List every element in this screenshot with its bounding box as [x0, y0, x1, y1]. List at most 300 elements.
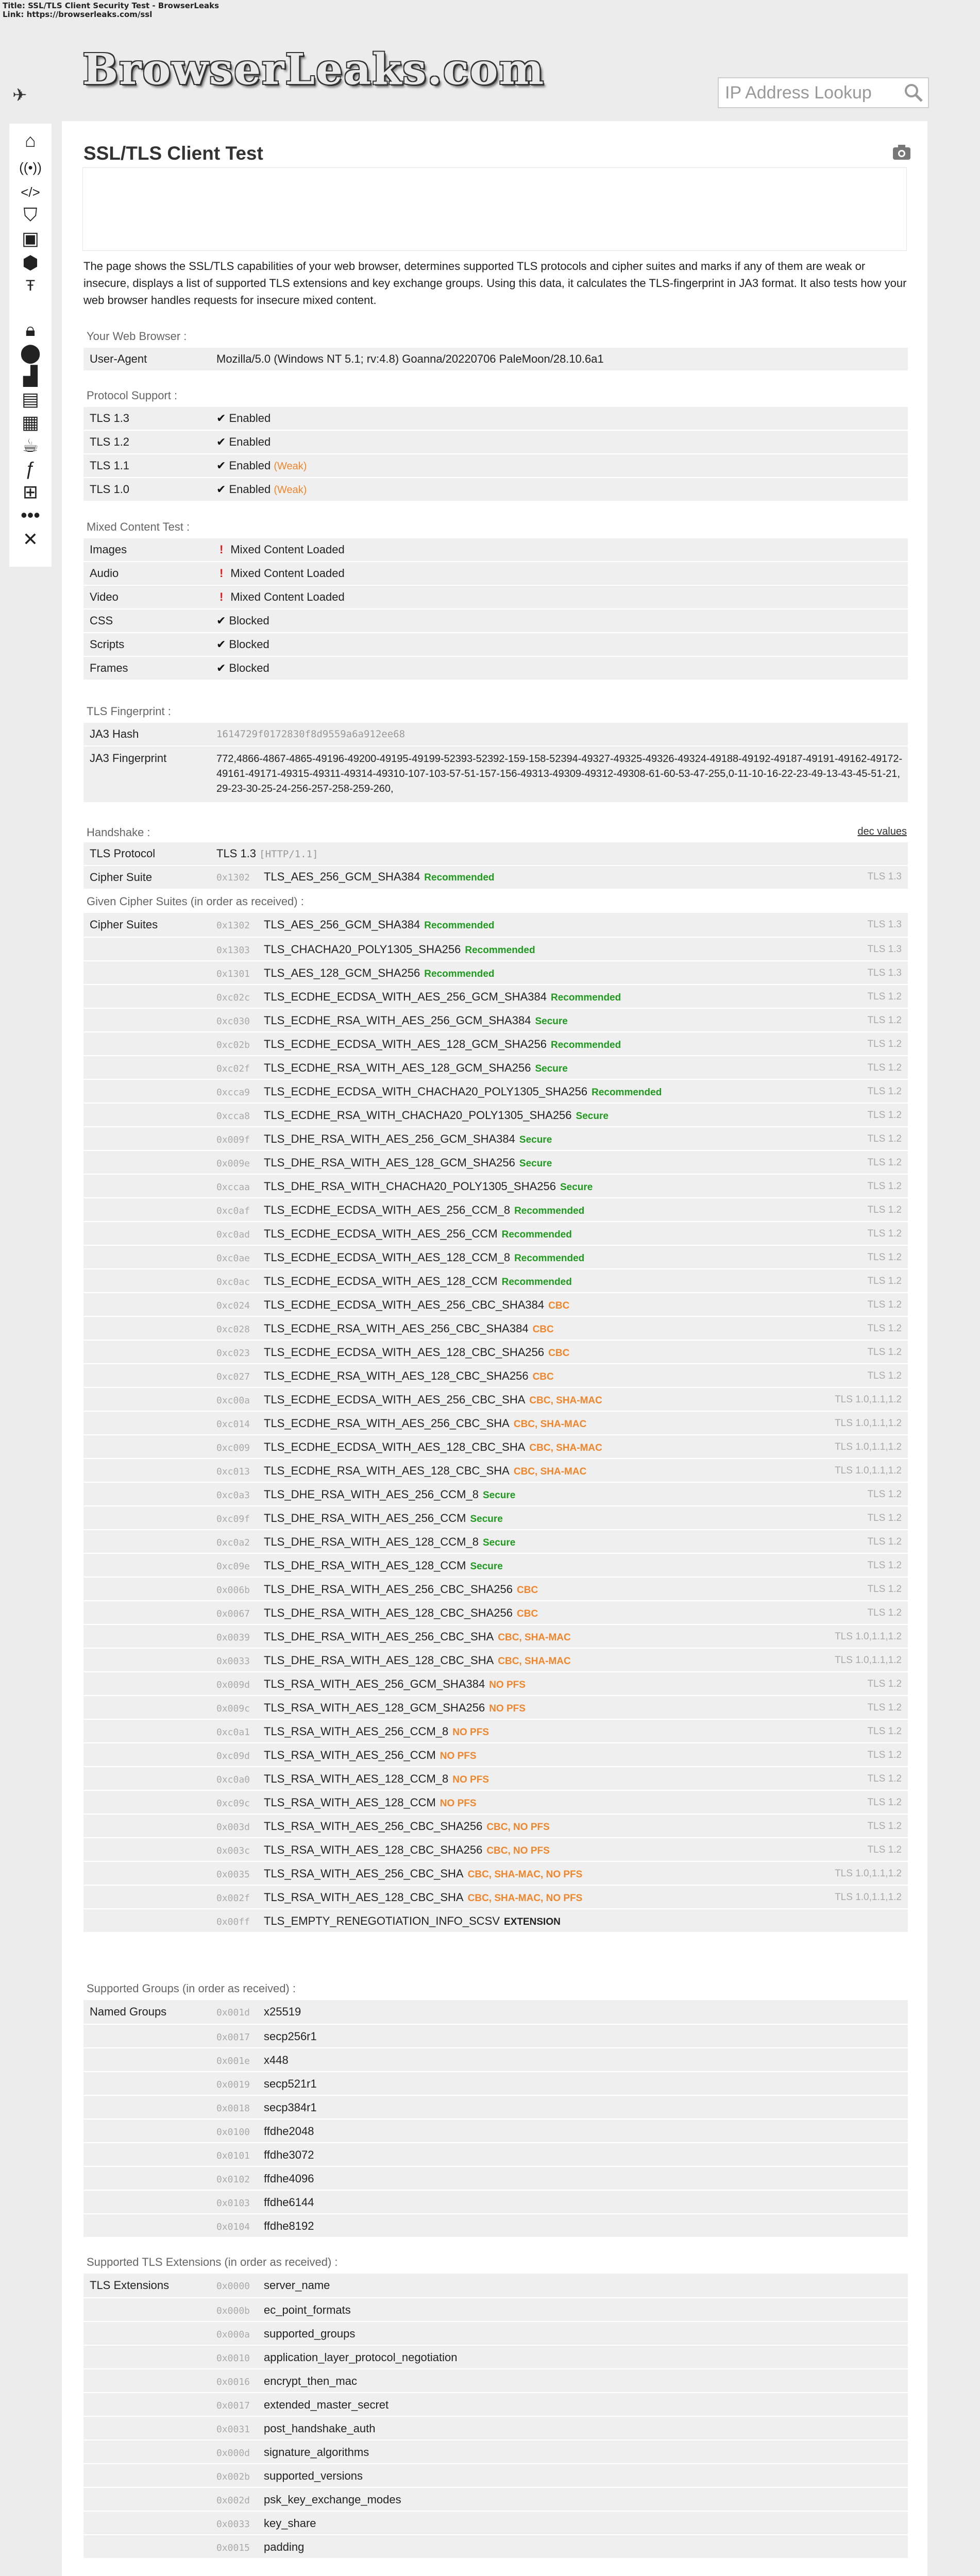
- table-row: [83, 477, 908, 501]
- item-name: secp256r1: [264, 2030, 317, 2043]
- cipher-item: [83, 1671, 908, 1695]
- tls-version: TLS 1.2: [867, 1797, 902, 1808]
- hex-code: 0xc02b: [216, 1040, 250, 1050]
- hex-code: 0x003c: [216, 1845, 250, 1856]
- item-name: TLS_ECDHE_RSA_WITH_AES_128_CBC_SHA256: [264, 1369, 529, 1382]
- item-name: TLS_ECDHE_ECDSA_WITH_CHACHA20_POLY1305_SHA256: [264, 1085, 588, 1098]
- meta-link: Link: https://browserleaks.com/ssl: [3, 10, 153, 19]
- item-name: TLS_RSA_WITH_AES_128_CBC_SHA256: [264, 1843, 483, 1856]
- tls-version: TLS 1.2: [867, 1323, 902, 1334]
- hex-code: 0x0017: [216, 2032, 250, 2043]
- item-name: TLS_DHE_RSA_WITH_AES_256_CBC_SHA: [264, 1630, 494, 1643]
- security-tag: CBC, SHA-MAC, NO PFS: [467, 1893, 583, 1904]
- tls-version: TLS 1.2: [867, 1607, 902, 1618]
- item-name: TLS_RSA_WITH_AES_128_CBC_SHA: [264, 1891, 464, 1904]
- hex-code: 0x1303: [216, 945, 250, 956]
- hex-code: 0xc013: [216, 1466, 250, 1477]
- list-item: [83, 2024, 908, 2047]
- windows-icon[interactable]: ⊞: [22, 481, 39, 502]
- cipher-tbl-label: Cipher Suites: [90, 918, 158, 931]
- hex-code: 0xc09c: [216, 1798, 250, 1809]
- protocol-http: [HTTP/1.1]: [259, 849, 318, 860]
- item-name: TLS_ECDHE_ECDSA_WITH_AES_256_CBC_SHA384: [264, 1298, 545, 1311]
- cipher-item: [83, 1387, 908, 1411]
- protocol-status: [216, 459, 908, 472]
- table-row: [83, 347, 908, 370]
- cipher-item: [83, 984, 908, 1008]
- cipher-item: [83, 1861, 908, 1885]
- security-tag: Secure: [535, 1016, 568, 1027]
- item-name: padding: [264, 2540, 305, 2553]
- item-name: post_handshake_auth: [264, 2422, 376, 2435]
- list-item: [83, 2439, 908, 2463]
- list-item: [83, 2213, 908, 2237]
- list-item: [83, 2119, 908, 2142]
- security-tag: CBC: [517, 1585, 538, 1596]
- mixed-label: Images: [90, 543, 127, 556]
- cipher-item: [83, 1695, 908, 1719]
- table-row: [83, 430, 908, 453]
- cipher-item: [83, 1363, 908, 1387]
- list-item: [83, 2274, 908, 2297]
- list-item: [83, 2511, 908, 2534]
- tls-version: TLS 1.2: [867, 1513, 902, 1523]
- item-name: TLS_ECDHE_ECDSA_WITH_AES_128_CBC_SHA: [264, 1440, 526, 1453]
- tls-version: TLS 1.2: [867, 1228, 902, 1239]
- hex-code: 0x0033: [216, 2519, 250, 2530]
- hex-code: 0xc09d: [216, 1751, 250, 1761]
- security-tag: Recommended: [465, 945, 535, 956]
- security-tag: Secure: [519, 1134, 552, 1145]
- item-name: TLS_ECDHE_ECDSA_WITH_AES_256_CCM: [264, 1227, 498, 1240]
- ja3-fp-value: 772,4866-4867-4865-49196-49200-49195-49199-52393-52392-159-158-52394-49327-49325-49326-49324-49188-49192-49187-49191-49162-49172-49161-49171-49315-49311-49314-49310-107-103-57-51-157-156-49313-49309-49312-49308-61-60-53-47-255,0-11-10-16-22-23-49-13-43-45-51-21,29-23-30-25-24-256-257-258-259-260,: [216, 753, 903, 794]
- broadcast-icon[interactable]: ((•)): [19, 159, 42, 175]
- list-item: [83, 2166, 908, 2190]
- hex-code: 0x0010: [216, 2353, 250, 2364]
- item-name: supported_versions: [264, 2469, 363, 2482]
- hex-code: 0x1302: [216, 920, 250, 931]
- mixed-status-text: ✔ Blocked: [216, 662, 269, 674]
- mixed-status: [216, 662, 908, 675]
- security-tag: Recommended: [592, 1087, 662, 1098]
- shield-icon[interactable]: ⛉: [23, 204, 38, 225]
- item-name: key_share: [264, 2517, 316, 2530]
- item-name: TLS_AES_256_GCM_SHA384: [264, 918, 420, 931]
- pin-icon[interactable]: ✈: [12, 86, 27, 105]
- item-name: TLS_RSA_WITH_AES_128_GCM_SHA256: [264, 1701, 485, 1714]
- cipher-item: [83, 1197, 908, 1221]
- groups-tbl-list: [216, 2000, 908, 2237]
- tls-version: TLS 1.2: [867, 1773, 902, 1784]
- item-name: TLS_ECDHE_RSA_WITH_AES_128_CBC_SHA: [264, 1464, 510, 1477]
- hex-code: 0xc028: [216, 1324, 250, 1335]
- item-name: TLS_DHE_RSA_WITH_AES_256_CBC_SHA256: [264, 1583, 513, 1596]
- security-tag: NO PFS: [489, 1703, 526, 1714]
- cipher-item: [83, 1814, 908, 1837]
- security-tag: Recommended: [501, 1229, 572, 1240]
- table-row: [83, 722, 908, 745]
- tls-version: TLS 1.3: [867, 919, 902, 930]
- coffee-icon[interactable]: ☕︎: [22, 435, 39, 456]
- cipher-item: [83, 960, 908, 984]
- warning-icon: !: [219, 567, 224, 580]
- security-tag: Recommended: [551, 992, 621, 1003]
- hex-code: 0xc0ad: [216, 1229, 250, 1240]
- table-row: [83, 561, 908, 585]
- item-name: extended_master_secret: [264, 2398, 389, 2411]
- cipher-item: [83, 1340, 908, 1363]
- security-tag: CBC, SHA-MAC: [513, 1466, 587, 1477]
- hex-code: 0xc02f: [216, 1063, 250, 1074]
- tls-version: TLS 1.0,1.1,1.2: [835, 1655, 902, 1666]
- cipher-item: [83, 1600, 908, 1624]
- security-tag: NO PFS: [452, 1774, 489, 1785]
- tls-version: TLS 1.2: [867, 1110, 902, 1121]
- item-name: TLS_ECDHE_ECDSA_WITH_AES_256_GCM_SHA384: [264, 990, 547, 1003]
- item-name: TLS_ECDHE_RSA_WITH_AES_128_GCM_SHA256: [264, 1061, 531, 1074]
- cipher-tbl-list: [216, 913, 908, 1932]
- hex-code: 0xcca8: [216, 1111, 250, 1122]
- item-name: secp384r1: [264, 2101, 317, 2114]
- item-name: TLS_ECDHE_RSA_WITH_AES_256_GCM_SHA384: [264, 1014, 531, 1027]
- groups-tbl-label: Named Groups: [90, 2005, 167, 2018]
- flash-icon[interactable]: ƒ: [25, 458, 36, 479]
- hex-code: 0xc009: [216, 1443, 250, 1453]
- hex-code: 0x00ff: [216, 1917, 250, 1927]
- hex-code: 0xc024: [216, 1300, 250, 1311]
- mixed-status-text: Mixed Content Loaded: [230, 590, 345, 603]
- hex-code: 0x006b: [216, 1585, 250, 1596]
- security-tag: CBC, NO PFS: [486, 1845, 550, 1856]
- security-tag: Recommended: [424, 920, 495, 931]
- security-tag: CBC, SHA-MAC: [529, 1395, 602, 1406]
- item-name: secp521r1: [264, 2077, 317, 2090]
- list-item: [83, 2190, 908, 2213]
- mixed-label: Scripts: [90, 638, 125, 651]
- tls-version: TLS 1.2: [867, 1844, 902, 1855]
- item-name: application_layer_protocol_negotiation: [264, 2351, 458, 2364]
- search-icon[interactable]: [903, 82, 924, 103]
- item-name: TLS_RSA_WITH_AES_256_CBC_SHA256: [264, 1820, 483, 1833]
- bars-icon[interactable]: ▦: [21, 412, 39, 433]
- security-tag: NO PFS: [440, 1751, 477, 1761]
- item-name: TLS_ECDHE_ECDSA_WITH_AES_128_CCM: [264, 1275, 498, 1287]
- site-logo[interactable]: BrowserLeaks.com: [82, 45, 545, 94]
- section-handshake: Handshake :: [87, 826, 150, 839]
- ext-tbl-list: [216, 2274, 908, 2558]
- section-groups: Supported Groups (in order as received) :: [87, 1982, 296, 1995]
- hex-code: 0x0031: [216, 2424, 250, 2435]
- hex-code: 0x009e: [216, 1158, 250, 1169]
- section-fingerprint: TLS Fingerprint :: [87, 705, 171, 718]
- table-row: [83, 745, 908, 802]
- item-name: TLS_ECDHE_ECDSA_WITH_AES_256_CCM_8: [264, 1204, 511, 1216]
- list-item: [83, 2368, 908, 2392]
- search-placeholder: IP Address Lookup: [725, 82, 872, 103]
- ja3-hash-label: JA3 Hash: [90, 727, 139, 740]
- cipher-item: [83, 1268, 908, 1292]
- more-icon[interactable]: •••: [21, 504, 40, 526]
- cipher-item: [83, 1126, 908, 1150]
- security-tag: Secure: [576, 1111, 609, 1122]
- table-row: [83, 912, 908, 1932]
- security-tag: Secure: [519, 1158, 552, 1169]
- protocol-status: [216, 412, 908, 425]
- tls-version: TLS 1.2: [867, 1560, 902, 1571]
- dec-values-link[interactable]: dec values: [857, 826, 907, 837]
- protocol-label: TLS 1.2: [90, 435, 130, 448]
- hex-code: 0xc023: [216, 1348, 250, 1359]
- protocol-value: TLS 1.3: [216, 847, 257, 860]
- tls-version: TLS 1.2: [867, 1039, 902, 1049]
- protocol-status: [216, 435, 908, 449]
- item-name: TLS_ECDHE_ECDSA_WITH_AES_128_CCM_8: [264, 1251, 511, 1264]
- weak-note: (Weak): [274, 461, 307, 472]
- protocol-status: [216, 483, 908, 496]
- security-tag: Secure: [535, 1063, 568, 1074]
- table-row: [83, 632, 908, 656]
- cipher-item: [83, 913, 908, 937]
- tls-version: TLS 1.2: [867, 1536, 902, 1547]
- cube-icon[interactable]: ⬢: [22, 252, 39, 273]
- tls-version: TLS 1.3: [867, 944, 902, 955]
- table-row: [83, 585, 908, 608]
- tls-version: TLS 1.0,1.1,1.2: [835, 1892, 902, 1903]
- mixed-status-text: ✔ Blocked: [216, 638, 269, 651]
- cipher-item: [83, 1245, 908, 1268]
- table-row: [83, 537, 908, 561]
- cipher-item: [83, 1411, 908, 1434]
- list-item: [83, 2071, 908, 2095]
- security-tag: Secure: [470, 1514, 503, 1524]
- ad-placeholder: [82, 167, 907, 251]
- item-name: ffdhe3072: [264, 2148, 314, 2161]
- cipher-item: [83, 1079, 908, 1103]
- tls-version: TLS 1.2: [867, 1086, 902, 1097]
- list-item: [83, 2416, 908, 2439]
- security-tag: CBC, SHA-MAC: [529, 1443, 602, 1453]
- ja3-fp-label: JA3 Fingerprint: [90, 752, 167, 765]
- hex-code: 0xc0af: [216, 1206, 250, 1216]
- warning-icon: !: [219, 543, 224, 556]
- security-tag: Recommended: [514, 1206, 585, 1216]
- item-name: TLS_DHE_RSA_WITH_AES_128_CCM: [264, 1559, 466, 1572]
- hex-code: 0xc0a1: [216, 1727, 250, 1738]
- hex-code: 0x0067: [216, 1608, 250, 1619]
- cipher-tag: Recommended: [424, 872, 495, 883]
- hex-code: 0x001e: [216, 2056, 250, 2066]
- tls-version: TLS 1.2: [867, 1205, 902, 1215]
- security-tag: EXTENSION: [504, 1917, 561, 1927]
- fingerprint-table: [83, 722, 908, 802]
- tls-version: TLS 1.2: [867, 1062, 902, 1073]
- tls-version: TLS 1.0,1.1,1.2: [835, 1442, 902, 1452]
- cipher-item: [83, 1766, 908, 1790]
- hex-code: 0xc0ac: [216, 1277, 250, 1287]
- cipher-item: [83, 1529, 908, 1553]
- list-item: [83, 2000, 908, 2024]
- protocol-label: TLS 1.0: [90, 483, 130, 496]
- item-name: ffdhe8192: [264, 2219, 314, 2232]
- hex-code: 0x002d: [216, 2495, 250, 2506]
- camera-icon[interactable]: [891, 142, 912, 162]
- item-name: TLS_RSA_WITH_AES_256_CCM_8: [264, 1725, 449, 1738]
- mixed-status: [216, 638, 908, 651]
- tls-version: TLS 1.2: [867, 1702, 902, 1713]
- ip-lookup-search[interactable]: [718, 77, 929, 108]
- lock-icon[interactable]: 🔒︎: [25, 318, 36, 340]
- cipher-item: [83, 1008, 908, 1031]
- protocol-table: [83, 406, 908, 501]
- home-icon[interactable]: ⌂: [25, 130, 36, 151]
- cipher-item: [83, 1742, 908, 1766]
- table-row: [83, 1999, 908, 2237]
- item-name: TLS_ECDHE_ECDSA_WITH_AES_256_CBC_SHA: [264, 1393, 526, 1406]
- table-row: [83, 841, 908, 865]
- tls-version: TLS 1.2: [867, 1489, 902, 1500]
- hex-code: 0x0018: [216, 2103, 250, 2114]
- security-tag: Recommended: [501, 1277, 572, 1287]
- table-row: [83, 656, 908, 680]
- hex-code: 0x000b: [216, 2306, 250, 2316]
- list-item: [83, 2345, 908, 2368]
- page-title: SSL/TLS Client Test: [83, 143, 263, 164]
- item-name: supported_groups: [264, 2327, 356, 2340]
- hex-code: 0x002b: [216, 2471, 250, 2482]
- security-tag: NO PFS: [489, 1680, 526, 1690]
- mixed-status-text: Mixed Content Loaded: [230, 543, 345, 556]
- sidebar: [9, 124, 52, 567]
- item-name: x25519: [264, 2005, 301, 2018]
- tls-version: TLS 1.2: [867, 1347, 902, 1358]
- hex-code: 0x0039: [216, 1632, 250, 1643]
- mixed-status-text: ✔ Blocked: [216, 614, 269, 627]
- protocol-label: TLS 1.1: [90, 459, 130, 472]
- hex-code: 0xc0ae: [216, 1253, 250, 1264]
- cipher-item: [83, 1553, 908, 1577]
- cipher-item: [83, 1624, 908, 1648]
- ja3-hash-value: 1614729f0172830f8d9559a6a912ee68: [216, 728, 405, 740]
- page-meta: [3, 2, 219, 19]
- table-row: [83, 2273, 908, 2558]
- protocol-status-text: ✔ Enabled: [216, 412, 271, 425]
- hex-code: 0x009f: [216, 1134, 250, 1145]
- cipher-table: [83, 912, 908, 1932]
- cipher-item: [83, 937, 908, 960]
- cipher-item: [83, 1103, 908, 1126]
- tls-version: TLS 1.2: [867, 1726, 902, 1737]
- mixed-status: [216, 567, 908, 580]
- section-extensions: Supported TLS Extensions (in order as received) :: [87, 2256, 338, 2268]
- cipher-item: [83, 1434, 908, 1458]
- cipher-item: [83, 1837, 908, 1861]
- item-name: TLS_DHE_RSA_WITH_CHACHA20_POLY1305_SHA256: [264, 1180, 556, 1193]
- signal-icon[interactable]: ▟: [23, 365, 38, 386]
- hex-code: 0xc014: [216, 1419, 250, 1430]
- code-icon[interactable]: </>: [21, 184, 40, 200]
- cipher-item: [83, 1908, 908, 1932]
- cipher-version: TLS 1.3: [867, 871, 902, 882]
- cipher-item: [83, 1031, 908, 1055]
- item-name: encrypt_then_mac: [264, 2375, 357, 2387]
- tools-icon[interactable]: ✕: [22, 529, 39, 550]
- tls-version: TLS 1.2: [867, 1821, 902, 1832]
- security-tag: NO PFS: [440, 1798, 477, 1809]
- hex-code: 0xc00a: [216, 1395, 250, 1406]
- list-item: [83, 2392, 908, 2416]
- item-name: psk_key_exchange_modes: [264, 2493, 401, 2506]
- item-name: TLS_ECDHE_ECDSA_WITH_AES_128_CBC_SHA256: [264, 1346, 545, 1359]
- cipher-item: [83, 1790, 908, 1814]
- tls-version: TLS 1.3: [867, 968, 902, 978]
- mixed-label: Frames: [90, 662, 128, 674]
- item-name: server_name: [264, 2279, 330, 2292]
- location-icon[interactable]: ⬤: [20, 342, 41, 363]
- hex-code: 0xcca9: [216, 1087, 250, 1098]
- hex-code: 0xc09f: [216, 1514, 250, 1524]
- security-tag: Secure: [482, 1537, 516, 1548]
- table-row: [83, 453, 908, 477]
- hex-code: 0x0017: [216, 2400, 250, 2411]
- tls-version: TLS 1.0,1.1,1.2: [835, 1465, 902, 1476]
- protocol-label: TLS 1.3: [90, 412, 130, 425]
- item-name: TLS_ECDHE_ECDSA_WITH_AES_128_GCM_SHA256: [264, 1038, 547, 1050]
- list-item: [83, 2047, 908, 2071]
- cipher-item: [83, 1055, 908, 1079]
- hex-code: 0xc0a2: [216, 1537, 250, 1548]
- security-tag: CBC: [548, 1300, 570, 1311]
- hex-code: 0xc0a3: [216, 1490, 250, 1501]
- item-name: ffdhe4096: [264, 2172, 314, 2185]
- security-tag: Secure: [482, 1490, 516, 1501]
- cipher-item: [83, 1458, 908, 1482]
- hex-code: 0x002f: [216, 1893, 250, 1904]
- mixed-label: CSS: [90, 614, 113, 627]
- groups-table: [83, 1999, 908, 2237]
- security-tag: Recommended: [551, 1040, 621, 1050]
- item-name: TLS_ECDHE_RSA_WITH_AES_256_CBC_SHA: [264, 1417, 510, 1430]
- security-tag: Secure: [470, 1561, 503, 1572]
- security-tag: CBC, SHA-MAC, NO PFS: [467, 1869, 583, 1880]
- weak-note: (Weak): [274, 484, 307, 496]
- file-icon[interactable]: ▤: [21, 388, 39, 410]
- item-name: TLS_RSA_WITH_AES_128_CCM: [264, 1796, 436, 1809]
- tls-version: TLS 1.2: [867, 991, 902, 1002]
- image-icon[interactable]: ▣: [21, 228, 39, 249]
- item-name: TLS_RSA_WITH_AES_128_CCM_8: [264, 1772, 449, 1785]
- ext-tbl-label: TLS Extensions: [90, 2279, 170, 2292]
- extensions-table: [83, 2273, 908, 2558]
- table-row: [83, 608, 908, 632]
- section-browser: Your Web Browser :: [87, 330, 187, 343]
- warning-icon: !: [219, 590, 224, 603]
- item-name: ffdhe2048: [264, 2125, 314, 2138]
- item-name: TLS_CHACHA20_POLY1305_SHA256: [264, 943, 461, 956]
- hex-code: 0xc09e: [216, 1561, 250, 1572]
- font-icon[interactable]: Ŧ: [25, 277, 36, 294]
- tls-version: TLS 1.2: [867, 1750, 902, 1760]
- tls-version: TLS 1.2: [867, 1181, 902, 1192]
- security-tag: CBC, NO PFS: [486, 1822, 550, 1833]
- hex-code: 0xccaa: [216, 1182, 250, 1193]
- hex-code: 0x009d: [216, 1680, 250, 1690]
- security-tag: NO PFS: [452, 1727, 489, 1738]
- tls-version: TLS 1.0,1.1,1.2: [835, 1418, 902, 1429]
- tls-version: TLS 1.2: [867, 1252, 902, 1263]
- tls-version: TLS 1.2: [867, 1370, 902, 1381]
- table-row: [83, 406, 908, 430]
- item-name: TLS_ECDHE_RSA_WITH_AES_256_CBC_SHA384: [264, 1322, 529, 1335]
